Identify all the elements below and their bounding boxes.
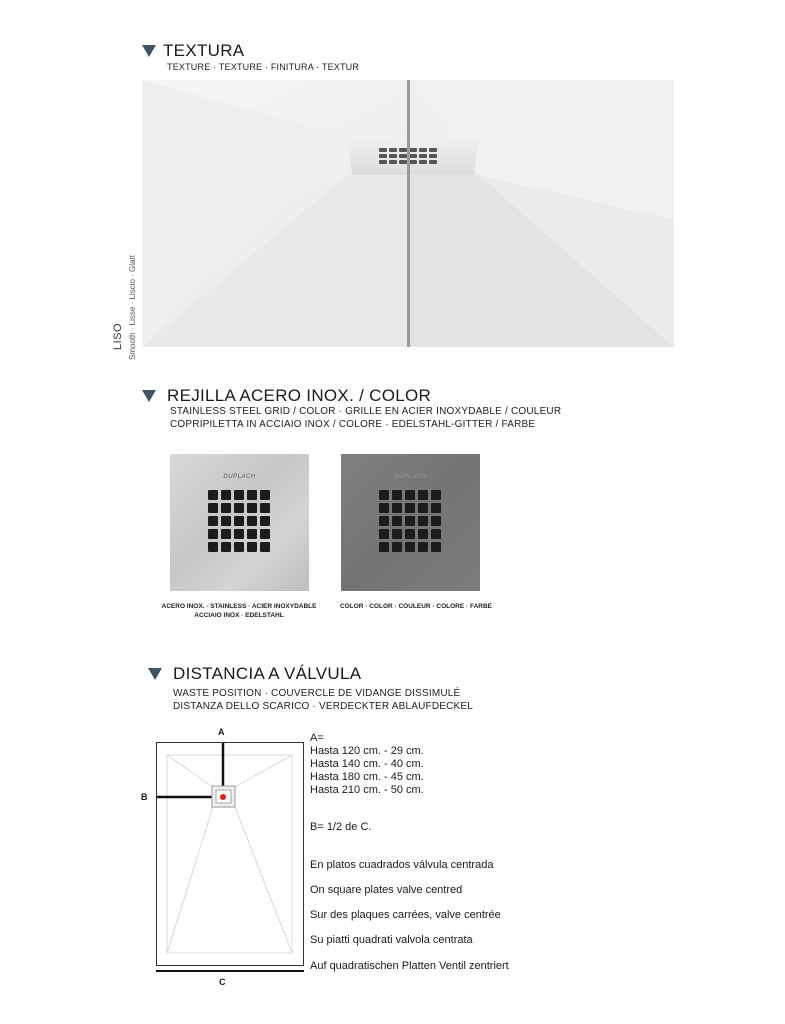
texture-label-main: LISO [112, 322, 124, 350]
label-a: A [218, 727, 225, 737]
drain-channel-line [407, 80, 410, 347]
note-line: On square plates valve centred [310, 884, 463, 896]
grid-holes [379, 490, 441, 552]
label-b: B [141, 792, 148, 802]
note-line: Su piatti quadrati valvola centrata [310, 934, 473, 946]
textura-title: TEXTURA [163, 41, 245, 60]
steel-caption-1: ACERO INOX. · STAINLESS · ACIER INOXYDABLE [161, 603, 317, 610]
b-line: B= 1/2 de C. [310, 821, 372, 833]
note-line: Auf quadratischen Platten Ventil zentriert [310, 960, 509, 972]
valve-marker-icon [220, 794, 226, 800]
rejilla-subtitle-1: STAINLESS STEEL GRID / COLOR · GRILLE EN ACIER INOXYDABLE / COULEUR [170, 406, 562, 417]
a-heading: A= [310, 732, 324, 744]
texture-side-sublabel [122, 255, 140, 360]
distancia-subtitle-2: DISTANZA DELLO SCARICO · VERDECKTER ABLAUFDECKEL [173, 701, 474, 712]
section-marker-icon [142, 45, 156, 57]
rejilla-subtitle-2: COPRIPILETTA IN ACCIAIO INOX / COLORE · EDELSTAHL-GITTER / FARBE [170, 419, 536, 430]
rejilla-title: REJILLA ACERO INOX. / COLOR [167, 386, 432, 405]
brand-logo: DUPLACH [394, 474, 427, 480]
note-line: En platos cuadrados válvula centrada [310, 859, 494, 871]
dimension-line-c [156, 970, 304, 972]
color-grid-image [341, 454, 480, 591]
textura-subtitle: TEXTURE · TEXTURE · FINITURA · TEXTUR [167, 62, 360, 72]
tray-facet-lines [157, 743, 302, 964]
brand-logo: DUPLACH [223, 474, 256, 480]
distancia-subtitle-1: WASTE POSITION · COUVERCLE DE VIDANGE DISSIMULÉ [173, 688, 461, 699]
steel-caption-2: ACCIAIO INOX · EDELSTAHL [194, 612, 284, 619]
a-line: Hasta 210 cm. - 50 cm. [310, 784, 424, 796]
a-line: Hasta 140 cm. - 40 cm. [310, 758, 424, 770]
a-line: Hasta 120 cm. - 29 cm. [310, 745, 424, 757]
shower-tray-diagram [156, 742, 304, 966]
section-marker-icon [142, 390, 156, 402]
a-line: Hasta 180 cm. - 45 cm. [310, 771, 424, 783]
note-line: Sur des plaques carrées, valve centrée [310, 909, 501, 921]
steel-grid-image [170, 454, 309, 591]
grid-holes [208, 490, 270, 552]
color-caption: COLOR · COLOR · COULEUR · COLORE · FARBE [339, 603, 493, 610]
distancia-title: DISTANCIA A VÁLVULA [173, 664, 362, 683]
texture-label-sub: Smooth · Lisse · Liscio · Glatt [128, 255, 137, 360]
label-c: C [219, 977, 226, 987]
section-marker-icon [148, 668, 162, 680]
texture-photo [142, 80, 674, 347]
